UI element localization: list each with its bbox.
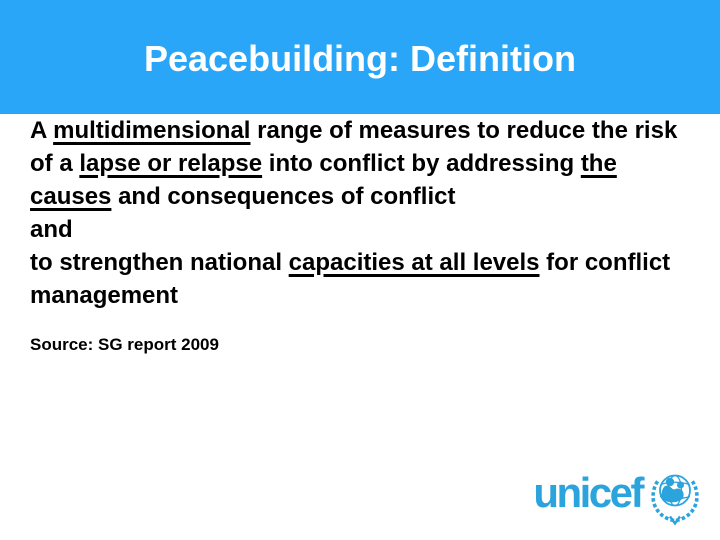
- text-run: to strengthen national: [30, 249, 289, 276]
- title-bar: [0, 0, 720, 114]
- underlined-text-run: capacities at all levels: [288, 249, 540, 276]
- underlined-text-run: the causes: [30, 150, 617, 210]
- unicef-wordmark: unicef: [533, 469, 642, 516]
- text-run: into conflict by addressing: [262, 150, 581, 177]
- slide-title: Peacebuilding: Definition: [143, 38, 577, 79]
- unicef-logo: [533, 466, 700, 525]
- connector-text: and: [30, 216, 73, 243]
- strengthen-paragraph: [30, 246, 688, 312]
- text-run: for conflict management: [30, 249, 671, 309]
- text-run: and consequences of conflict: [111, 183, 456, 210]
- text-run: A: [30, 117, 54, 144]
- slide-body: [0, 114, 720, 356]
- definition-paragraph: [30, 114, 688, 213]
- text-run: range of measures to reduce the risk of a: [30, 117, 678, 177]
- unicef-emblem-icon: [650, 466, 700, 525]
- underlined-text-run: multidimensional: [53, 117, 251, 144]
- source-note: Source: SG report 2009: [30, 335, 219, 354]
- underlined-text-run: lapse or relapse: [79, 150, 263, 177]
